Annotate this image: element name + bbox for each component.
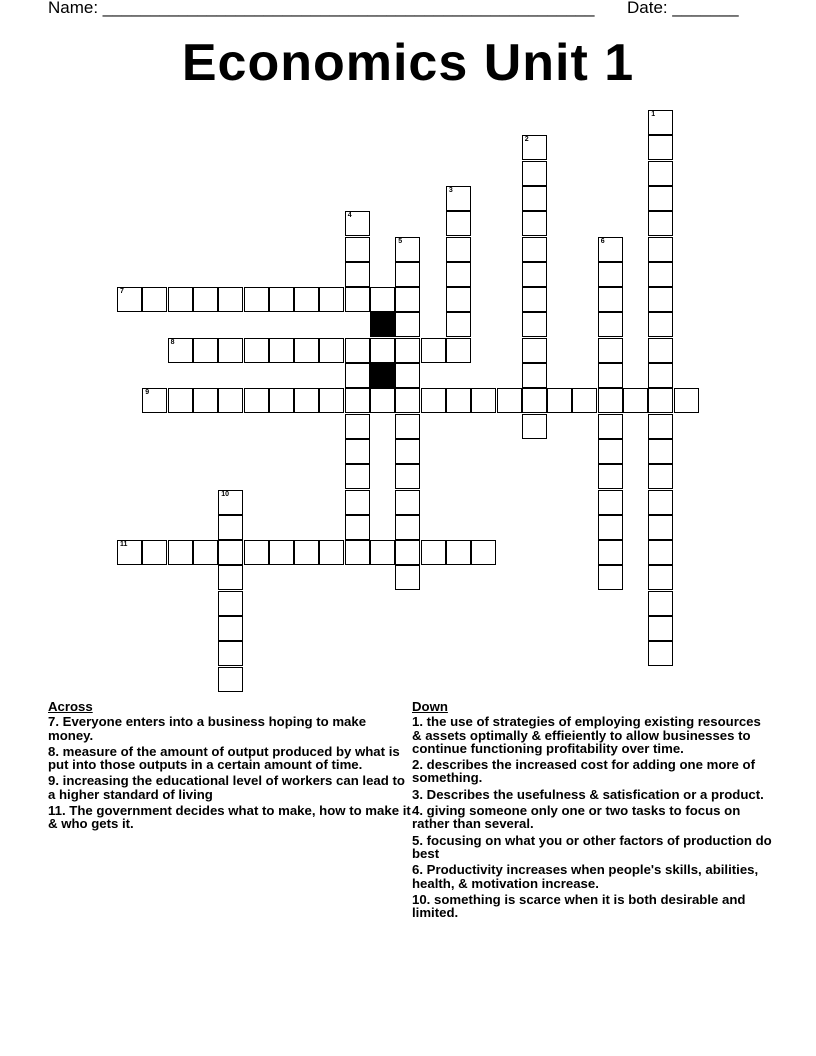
clue-item	[48, 804, 413, 831]
grid-cell[interactable]	[193, 388, 218, 413]
grid-cell[interactable]	[395, 540, 420, 565]
page-title: Economics Unit 1	[181, 34, 635, 92]
grid-cell[interactable]	[244, 388, 269, 413]
grid-cell[interactable]	[648, 414, 673, 439]
grid-cell[interactable]	[446, 338, 471, 363]
grid-cell[interactable]	[168, 388, 193, 413]
grid-cell[interactable]	[446, 287, 471, 312]
grid-cell[interactable]	[168, 338, 193, 363]
clue-number: 10.	[412, 891, 431, 907]
grid-cell[interactable]	[345, 237, 370, 262]
grid-cell[interactable]	[598, 565, 623, 590]
grid-cell[interactable]	[522, 161, 547, 186]
grid-cell[interactable]	[193, 540, 218, 565]
clue-text: Productivity increases when people's skills, abilities, health, & motivation increase.	[412, 862, 759, 891]
clue-text: giving someone only one or two tasks to focus on rather than several.	[412, 803, 741, 832]
grid-cell[interactable]	[598, 312, 623, 337]
grid-cell[interactable]	[522, 287, 547, 312]
clue-number: 8.	[48, 743, 59, 759]
grid-cell[interactable]	[497, 388, 522, 413]
grid-cell[interactable]	[319, 287, 344, 312]
grid-cell[interactable]	[395, 312, 420, 337]
grid-cell[interactable]	[218, 616, 243, 641]
grid-cell[interactable]	[648, 439, 673, 464]
cell-number: 1	[651, 111, 656, 118]
grid-cell[interactable]	[370, 540, 395, 565]
grid-cell[interactable]	[421, 388, 446, 413]
clue-item	[412, 715, 772, 755]
grid-cell[interactable]	[522, 388, 547, 413]
grid-cell[interactable]	[446, 312, 471, 337]
grid-cell[interactable]	[294, 540, 319, 565]
grid-cell[interactable]	[345, 414, 370, 439]
across-clue-list	[48, 715, 413, 830]
clue-number: 2.	[412, 757, 423, 773]
across-heading: Across	[48, 699, 93, 714]
grid-cell[interactable]	[395, 414, 420, 439]
block-cell	[370, 312, 395, 337]
grid-cell[interactable]	[446, 540, 471, 565]
grid-cell[interactable]	[370, 287, 395, 312]
grid-cell[interactable]	[117, 540, 142, 565]
grid-cell[interactable]	[117, 287, 142, 312]
grid-cell[interactable]	[345, 363, 370, 388]
grid-cell[interactable]	[395, 237, 420, 262]
clue-item	[412, 834, 772, 861]
grid-cell[interactable]	[648, 591, 673, 616]
grid-cell[interactable]	[193, 287, 218, 312]
grid-cell[interactable]	[572, 388, 597, 413]
grid-cell[interactable]	[395, 338, 420, 363]
grid-cell[interactable]	[446, 237, 471, 262]
cell-number: 10	[221, 490, 229, 498]
grid-cell[interactable]	[395, 515, 420, 540]
grid-cell[interactable]	[446, 262, 471, 287]
clue-text: measure of the amount of output produced by what is put into those outputs in a certain amount of time.	[48, 743, 400, 773]
grid-cell[interactable]	[142, 540, 167, 565]
cell-number: 6	[600, 237, 605, 245]
grid-cell[interactable]	[370, 338, 395, 363]
grid-cell[interactable]	[319, 338, 344, 363]
grid-cell[interactable]	[244, 540, 269, 565]
grid-cell[interactable]	[193, 338, 218, 363]
grid-cell[interactable]	[269, 287, 294, 312]
grid-cell[interactable]	[522, 237, 547, 262]
grid-cell[interactable]	[244, 338, 269, 363]
clue-number: 5.	[412, 832, 423, 848]
grid-cell[interactable]	[522, 262, 547, 287]
grid-cell[interactable]	[421, 540, 446, 565]
grid-cell[interactable]	[522, 211, 547, 236]
grid-cell[interactable]	[648, 237, 673, 262]
cell-number: 4	[347, 212, 352, 220]
grid-cell[interactable]	[319, 540, 344, 565]
grid-cell[interactable]	[648, 515, 673, 540]
grid-cell[interactable]	[648, 363, 673, 388]
grid-cell[interactable]	[218, 388, 243, 413]
grid-cell[interactable]	[522, 312, 547, 337]
grid-cell[interactable]	[218, 490, 243, 515]
grid-cell[interactable]	[648, 287, 673, 312]
grid-cell[interactable]	[522, 363, 547, 388]
grid-cell[interactable]	[269, 338, 294, 363]
grid-cell[interactable]	[598, 464, 623, 489]
grid-cell[interactable]	[648, 312, 673, 337]
clue-item	[412, 758, 772, 785]
grid-cell[interactable]	[446, 211, 471, 236]
grid-cell[interactable]	[218, 641, 243, 666]
clue-text: The government decides what to make, how to make it & who gets it.	[48, 803, 411, 832]
grid-cell[interactable]	[648, 338, 673, 363]
clue-item	[412, 893, 772, 920]
grid-cell[interactable]	[269, 388, 294, 413]
grid-cell[interactable]	[648, 110, 673, 135]
clue-number: 9.	[48, 773, 59, 789]
grid-cell[interactable]	[522, 186, 547, 211]
grid-cell[interactable]	[345, 439, 370, 464]
date-field[interactable]: Date: _______	[627, 0, 739, 17]
grid-cell[interactable]	[648, 616, 673, 641]
cell-number: 8	[170, 338, 175, 346]
clue-text: Everyone enters into a business hoping to make money.	[48, 714, 367, 743]
grid-cell[interactable]	[598, 439, 623, 464]
grid-cell[interactable]	[244, 287, 269, 312]
clue-item	[48, 715, 413, 742]
grid-cell[interactable]	[345, 262, 370, 287]
down-clue-list	[412, 715, 772, 919]
grid-cell[interactable]	[598, 262, 623, 287]
cell-number: 9	[145, 389, 150, 397]
grid-cell[interactable]	[218, 515, 243, 540]
clue-text: describes the increased cost for adding one more of something.	[412, 757, 755, 786]
grid-cell[interactable]	[648, 641, 673, 666]
grid-cell[interactable]	[142, 287, 167, 312]
grid-cell[interactable]	[598, 515, 623, 540]
grid-cell[interactable]	[648, 161, 673, 186]
grid-cell[interactable]	[598, 388, 623, 413]
cell-number: 11	[120, 541, 128, 549]
grid-cell[interactable]	[648, 135, 673, 160]
grid-cell[interactable]	[345, 388, 370, 413]
clue-number: 1.	[412, 714, 423, 730]
grid-cell[interactable]	[522, 414, 547, 439]
across-clues	[48, 700, 413, 834]
grid-cell[interactable]	[345, 515, 370, 540]
clue-text: the use of strategies of employing existing resources & assets optimally & effieiently to allow businesses to continue functioning profitability over time.	[412, 714, 761, 756]
grid-cell[interactable]	[598, 540, 623, 565]
grid-cell[interactable]	[395, 287, 420, 312]
block-cell	[370, 363, 395, 388]
grid-cell[interactable]	[218, 667, 243, 692]
clue-number: 7.	[48, 714, 59, 730]
clue-text: focusing on what you or other factors of production do best	[412, 832, 772, 861]
grid-cell[interactable]	[218, 540, 243, 565]
grid-cell[interactable]	[294, 338, 319, 363]
grid-cell[interactable]	[674, 388, 699, 413]
grid-cell[interactable]	[522, 338, 547, 363]
grid-cell[interactable]	[168, 540, 193, 565]
clue-number: 3.	[412, 786, 423, 802]
down-clues	[412, 700, 772, 922]
grid-cell[interactable]	[648, 211, 673, 236]
clue-item	[48, 774, 413, 801]
grid-cell[interactable]	[547, 388, 572, 413]
down-heading: Down	[412, 699, 448, 714]
grid-cell[interactable]	[598, 237, 623, 262]
grid-cell[interactable]	[623, 388, 648, 413]
grid-cell[interactable]	[345, 490, 370, 515]
grid-cell[interactable]	[395, 439, 420, 464]
grid-cell[interactable]	[269, 540, 294, 565]
grid-cell[interactable]	[218, 287, 243, 312]
grid-cell[interactable]	[218, 591, 243, 616]
grid-cell[interactable]	[598, 363, 623, 388]
grid-cell[interactable]	[345, 338, 370, 363]
grid-cell[interactable]	[294, 388, 319, 413]
grid-cell[interactable]	[598, 490, 623, 515]
grid-cell[interactable]	[648, 464, 673, 489]
clue-text: something is scarce when it is both desirable and limited.	[412, 891, 746, 921]
clue-item	[412, 863, 772, 890]
clue-text: increasing the educational level of workers can lead to a higher standard of living	[48, 773, 405, 802]
grid-cell[interactable]	[446, 388, 471, 413]
clue-text: Describes the usefulness & satisfication or a product.	[423, 786, 764, 802]
cell-number: 3	[448, 186, 453, 194]
grid-cell[interactable]	[345, 540, 370, 565]
clue-number: 6.	[412, 862, 423, 878]
grid-cell[interactable]	[471, 388, 496, 413]
grid-cell[interactable]	[421, 338, 446, 363]
grid-cell[interactable]	[218, 338, 243, 363]
grid-cell[interactable]	[218, 565, 243, 590]
grid-cell[interactable]	[395, 363, 420, 388]
grid-cell[interactable]	[446, 186, 471, 211]
grid-cell[interactable]	[598, 338, 623, 363]
cell-number: 2	[524, 136, 529, 144]
grid-cell[interactable]	[319, 388, 344, 413]
cell-number: 5	[398, 237, 403, 245]
grid-cell[interactable]	[648, 388, 673, 413]
grid-cell[interactable]	[370, 388, 395, 413]
grid-cell[interactable]	[395, 262, 420, 287]
grid-cell[interactable]	[395, 490, 420, 515]
clue-item	[412, 788, 772, 801]
clue-item	[48, 745, 413, 772]
grid-cell[interactable]	[345, 211, 370, 236]
name-field[interactable]: Name: ____________________________________________________	[48, 0, 595, 17]
grid-cell[interactable]	[598, 414, 623, 439]
cell-number: 7	[120, 288, 124, 296]
grid-cell[interactable]	[648, 262, 673, 287]
grid-cell[interactable]	[345, 464, 370, 489]
grid-cell[interactable]	[395, 565, 420, 590]
clue-number: 11.	[48, 803, 66, 819]
grid-cell[interactable]	[142, 388, 167, 413]
grid-cell[interactable]	[598, 287, 623, 312]
grid-cell[interactable]	[395, 464, 420, 489]
grid-cell[interactable]	[471, 540, 496, 565]
grid-cell[interactable]	[345, 287, 370, 312]
grid-cell[interactable]	[294, 287, 319, 312]
grid-cell[interactable]	[648, 540, 673, 565]
grid-cell[interactable]	[648, 490, 673, 515]
grid-cell[interactable]	[395, 388, 420, 413]
grid-cell[interactable]	[168, 287, 193, 312]
clue-number: 4.	[412, 803, 423, 819]
clue-item	[412, 804, 772, 831]
grid-cell[interactable]	[648, 186, 673, 211]
grid-cell[interactable]	[522, 135, 547, 160]
grid-cell[interactable]	[648, 565, 673, 590]
